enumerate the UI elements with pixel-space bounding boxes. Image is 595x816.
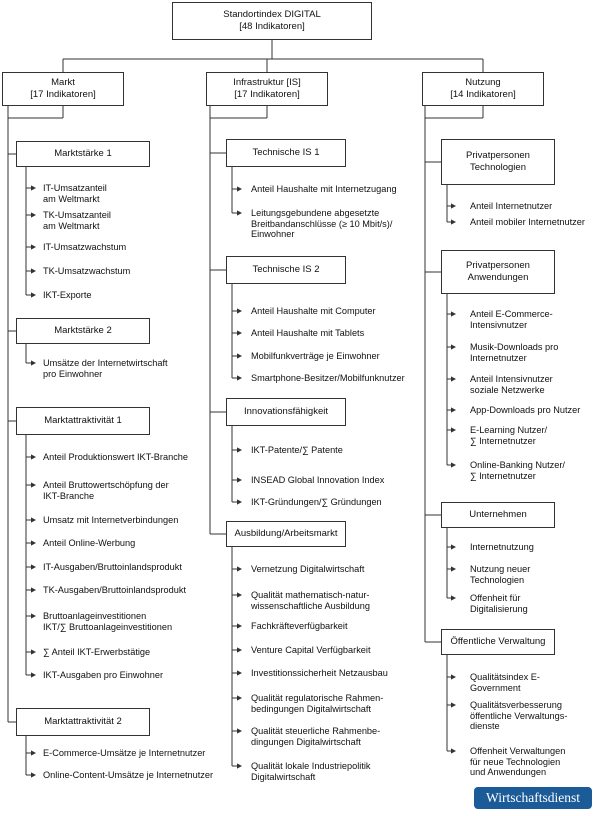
group-box <box>226 398 346 426</box>
indicator-item: Umsatz mit Internetverbindungen <box>43 515 179 525</box>
indicator-item: Anteil Produktionswert IKT-Branche <box>43 452 189 462</box>
indicator-item: Anteil mobiler Internetnutzer <box>470 217 585 227</box>
root-box-text: [48 Indikatoren] <box>239 21 305 32</box>
column-box-text: [14 Indikatoren] <box>450 89 516 100</box>
column-box <box>422 72 544 106</box>
column-box-text: Markt <box>51 76 75 88</box>
indicator-item: Musik-Downloads pro Internetnutzer <box>470 342 559 363</box>
group-box <box>226 521 346 547</box>
arrowhead <box>31 772 36 777</box>
arrowhead <box>237 592 242 597</box>
group-box-text: Technische IS 1 <box>252 146 320 158</box>
indicator-item: E-Commerce-Umsätze je Internetnutzer <box>43 748 206 758</box>
indicator-item: Anteil Haushalte mit Tablets <box>251 328 365 338</box>
arrowhead <box>451 407 456 412</box>
arrowhead <box>451 674 456 679</box>
arrowhead <box>237 763 242 768</box>
arrowhead <box>451 376 456 381</box>
arrowhead <box>451 344 456 349</box>
indicator-item: Investitionssicherheit Netzausbau <box>251 668 388 678</box>
arrowhead <box>31 564 36 569</box>
arrowhead <box>31 185 36 190</box>
indicator-item: Qualität regulatorische Rahmen- bedingungen Digitalwirtschaft <box>251 693 384 714</box>
indicator-item: Nutzung neuer Technologien <box>470 564 531 585</box>
group-box <box>16 407 150 435</box>
column-box <box>2 72 124 106</box>
group-box <box>441 250 555 294</box>
group-box-text: Unternehmen <box>469 508 527 520</box>
indicator-item: Anteil Online-Werbung <box>43 538 136 548</box>
arrowhead <box>237 670 242 675</box>
indicator-item: TK-Umsatzanteil am Weltmarkt <box>43 210 111 231</box>
arrowhead <box>31 268 36 273</box>
arrowhead <box>31 360 36 365</box>
column-box-text: Nutzung <box>465 76 501 88</box>
indicator-item: Smartphone-Besitzer/Mobilfunknutzer <box>251 373 405 383</box>
column-box-text: [17 Indikatoren] <box>234 89 300 100</box>
indicator-item: App-Downloads pro Nutzer <box>470 405 581 415</box>
arrowhead <box>31 482 36 487</box>
column-box-text: Infrastruktur [IS] <box>233 76 301 88</box>
indicator-item: Leitungsgebundene abgesetzte Breitbandanschlüsse (≥ 10 Mbit/s)/ Einwohner <box>251 208 393 240</box>
arrowhead <box>31 454 36 459</box>
indicator-item: IKT-Ausgaben pro Einwohner <box>43 670 164 680</box>
group-box-text: Ausbildung/Arbeitsmarkt <box>234 527 338 539</box>
group-box <box>226 139 346 167</box>
arrowhead <box>451 748 456 753</box>
indicator-item: Vernetzung Digitalwirtschaft <box>251 564 365 574</box>
group-box-text: Marktstärke 1 <box>54 147 112 159</box>
indicator-item: TK-Umsatzwachstum <box>43 266 131 276</box>
group-box-text: Innovationsfähigkeit <box>244 405 328 417</box>
arrowhead <box>31 244 36 249</box>
indicator-item: Anteil E-Commerce- Intensivnutzer <box>470 309 553 330</box>
indicator-item: Anteil Bruttowertschöpfung der IKT-Branche <box>43 480 169 501</box>
arrowhead <box>451 462 456 467</box>
indicator-item: Internetnutzung <box>470 542 534 552</box>
arrowhead <box>237 330 242 335</box>
arrowhead <box>451 566 456 571</box>
arrowhead <box>31 540 36 545</box>
arrowhead <box>31 587 36 592</box>
indicator-item: INSEAD Global Innovation Index <box>251 475 385 485</box>
group-box-text: Privatpersonen Technologien <box>466 149 530 173</box>
indicator-item: IKT-Patente/∑ Patente <box>251 445 343 455</box>
group-box-text: Öffentliche Verwaltung <box>450 635 546 647</box>
indicator-item: Qualität steuerliche Rahmenbe- dingungen Digitalwirtschaft <box>251 726 381 747</box>
arrowhead <box>451 219 456 224</box>
indicator-item: Umsätze der Internetwirtschaft pro Einwohner <box>43 358 168 379</box>
arrowhead <box>237 623 242 628</box>
arrowhead <box>31 649 36 654</box>
indicator-item: IT-Ausgaben/Bruttoinlandsprodukt <box>43 562 182 572</box>
arrowhead <box>451 544 456 549</box>
wirtschaftsdienst-logo: Wirtschaftsdienst <box>474 787 592 809</box>
arrowhead <box>451 595 456 600</box>
group-box-text: Marktstärke 2 <box>54 324 112 336</box>
group-box <box>441 502 555 528</box>
indicator-item: Anteil Intensivnutzer soziale Netzwerke <box>470 374 553 395</box>
arrowhead <box>31 750 36 755</box>
indicator-item: E-Learning Nutzer/ ∑ Internetnutzer <box>470 425 548 446</box>
indicator-item: IKT-Exporte <box>43 290 92 300</box>
indicator-item: Online-Content-Umsätze je Internetnutzer <box>43 770 214 780</box>
indicator-item: Anteil Haushalte mit Computer <box>251 306 376 316</box>
indicator-item: Mobilfunkverträge je Einwohner <box>251 351 380 361</box>
indicator-item: Qualität lokale Industriepolitik Digitalwirtschaft <box>251 761 371 782</box>
group-box-text: Privatpersonen Anwendungen <box>466 259 530 283</box>
indicator-item: ∑ Anteil IKT-Erwerbstätige <box>43 647 151 657</box>
arrowhead <box>237 353 242 358</box>
arrowhead <box>237 186 242 191</box>
group-box <box>16 141 150 167</box>
arrowhead <box>237 695 242 700</box>
arrowhead <box>31 517 36 522</box>
root-box <box>172 2 372 40</box>
arrowhead <box>237 647 242 652</box>
arrowhead <box>31 292 36 297</box>
group-box-text: Marktattraktivität 2 <box>44 715 122 727</box>
indicator-item: IT-Umsatzanteil am Weltmarkt <box>43 183 107 204</box>
arrowhead <box>237 375 242 380</box>
arrowhead <box>237 447 242 452</box>
arrowhead <box>451 203 456 208</box>
arrowhead <box>237 728 242 733</box>
indicator-item: Fachkräfteverfügbarkeit <box>251 621 348 631</box>
indicator-item: Qualitätsverbesserung öffentliche Verwaltungs- dienste <box>470 700 568 732</box>
arrowhead <box>451 702 456 707</box>
column-box-text: [17 Indikatoren] <box>30 89 96 100</box>
indicator-item: Qualitätsindex E- Government <box>470 672 540 693</box>
indicator-item: IKT-Gründungen/∑ Gründungen <box>251 497 382 507</box>
indicator-item: Anteil Haushalte mit Internetzugang <box>251 184 397 194</box>
arrowhead <box>31 212 36 217</box>
indicator-item: Offenheit Verwaltungen für neue Technologien und Anwendungen <box>470 746 566 778</box>
indicator-item: Venture Capital Verfügbarkeit <box>251 645 371 655</box>
arrowhead <box>237 566 242 571</box>
indicator-item: Offenheit für Digitalisierung <box>470 593 528 614</box>
arrowhead <box>237 499 242 504</box>
indicator-item: Bruttoanlageinvestitionen IKT/∑ Bruttoanlageinvestitionen <box>43 611 173 632</box>
indicator-item: Qualität mathematisch-natur- wissenschaftliche Ausbildung <box>251 590 370 611</box>
group-box-text: Marktattraktivität 1 <box>44 414 122 426</box>
arrowhead <box>31 613 36 618</box>
arrowhead <box>237 308 242 313</box>
arrowhead <box>237 210 242 215</box>
indicator-item: Online-Banking Nutzer/ ∑ Internetnutzer <box>470 460 565 481</box>
indicator-item: Anteil Internetnutzer <box>470 201 553 211</box>
group-box <box>16 708 150 736</box>
group-box <box>441 629 555 655</box>
arrowhead <box>237 477 242 482</box>
arrowhead <box>451 311 456 316</box>
root-box-text: Standortindex DIGITAL <box>223 8 321 20</box>
indicator-item: TK-Ausgaben/Bruttoinlandsprodukt <box>43 585 187 595</box>
arrowhead <box>451 427 456 432</box>
group-box <box>16 318 150 344</box>
group-box-text: Technische IS 2 <box>252 263 320 275</box>
arrowhead <box>31 672 36 677</box>
indicator-item: IT-Umsatzwachstum <box>43 242 127 252</box>
column-box <box>206 72 328 106</box>
group-box <box>226 256 346 284</box>
group-box <box>441 139 555 185</box>
